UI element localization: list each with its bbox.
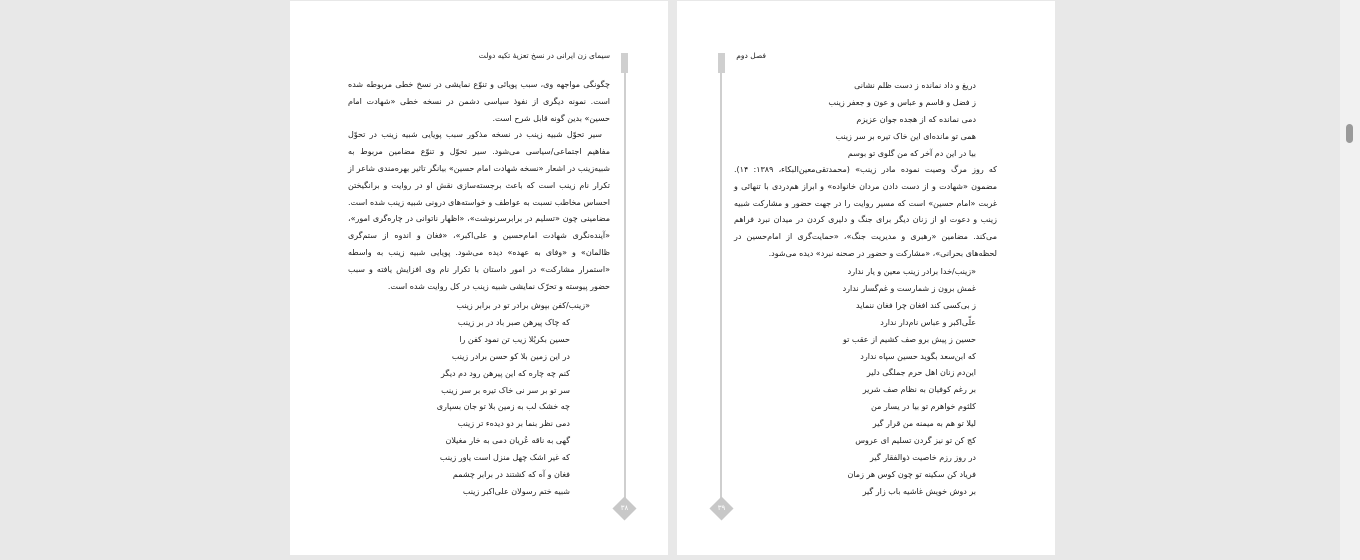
verse-line: همی تو مانده‌ای این خاک تیره بر سر زینب xyxy=(835,131,976,141)
running-head: فصل دوم xyxy=(736,51,766,60)
verse-line: دمی نمانده که از هجده جوان عزیزم xyxy=(856,114,976,124)
verse-line: این‌دم زنان اهل حرم جملگی دلیر xyxy=(866,368,976,378)
verse-block xyxy=(437,298,590,501)
body-text xyxy=(348,77,610,295)
verse-line: علّی‌اکبر و عباس نام‌دار ندارد xyxy=(880,317,976,327)
verse-line: بیا در این دم آخر که من گلوی تو بوسم xyxy=(847,148,976,158)
page-number-badge xyxy=(612,496,636,520)
verse-line: چه خشک لب به زمین بلا تو جان بسپاری xyxy=(436,402,570,412)
verse-line: کلثوم خواهرم تو بیا در یسار من xyxy=(870,402,976,412)
verse-line: فریاد کن سکینه تو چون کوس هر زمان xyxy=(847,469,976,479)
verse-line: در روز رزم خاصیت ذوالفقار گیر xyxy=(870,452,976,462)
running-head: سیمای زن ایرانی در نسخ تعزیهٔ تکیه دولت xyxy=(478,51,610,60)
paragraph: که روز مرگ وصیت نموده مادر زینب» (محمدتقی‌معین‌البکاء، ۱۳۸۹: ۱۴). مضمون «شهادت و از دست دادن مردان خانواده» و ابراز هم‌دردی با تنهائی و غربت «امام حسین» است که مسیر روایت را در جهت حضور و مشارکت شبیه زینب و دعوت او از زنان دیگر برای جنگ و دلیری کردن در میدان نبرد فراهم می‌کند. مضامین «رهبری و مدیریت جنگ»، «حمایت‌گری از امام‌حسین در لحظه‌های بحرانی»، «مشارکت و حضور در صحنه نبرد» دیده می‌شود. xyxy=(734,165,997,258)
page-number-badge xyxy=(709,496,733,520)
body-text xyxy=(734,162,997,263)
verse-line: در این زمین بلا کو حسن برادر زینب xyxy=(451,351,570,361)
verse-line: گهی به ناقه عُریان دمی به خار مغیلان xyxy=(445,436,570,446)
verse-line: غمش برون ز شمارست و غم‌گسار ندارد xyxy=(842,283,976,293)
verse-line: ز فضل و قاسم و عباس و عون و جعفر زینب xyxy=(828,97,976,107)
verse-line: «زینب/کفن بپوش برادر تو در برابر زینب xyxy=(456,301,590,310)
verse-line: کنم چه چاره که این پیرهن رود دم دیگر xyxy=(441,368,570,378)
verse-line: ز بی‌کسی کند افغان چرا فغان ننماید xyxy=(856,300,976,310)
verse-line: دریغ و داد نمانده ز دست ظلم نشانی xyxy=(854,81,976,90)
vertical-scrollbar[interactable] xyxy=(1340,0,1360,560)
verse-line: که غیر اشک چهل منزل است یاور زینب xyxy=(439,453,570,463)
verse-line: دمی نظر بنما بر دو دیده‌ء تر زینب xyxy=(457,419,570,429)
paragraph: سیر تحوّل شبیه زینب در نسخه مذکور سبب پویایی شبیه زینب در تحوّل مفاهیم اجتماعی/سیاسی می‌شود. سیر تحوّل و تنوّع مضامین مربوط به شبیه‌زینب در اشعار «نسخه شهادت امام حسین» بیانگر تاثیر بهره‌مندی شاعر از تکرار نام زینب است که باعث برجسته‌سازی نقش او در روایت و برانگیختن احساس مخاطب نسبت به عواطف و خواسته‌های درونی شبیه زینب شده است. مضامینی چون «تسلیم در برابرسرنوشت»، «اظهار ناتوانی در چاره‌گری امور»، «آینده‌نگری شهادت امام‌حسین و علی‌اکبر»، «فغان و اندوه از ستم‌گری ظالمان» و «وفای به عهده» دیده می‌شود. پویایی شبیه زینب به واسطه «استمرار مشارکت» در امور داستان با تکرار نام وی افزایش یافته و سبب حضور پیوسته و تحرّک نمایشی شبیه زینب در کل روایت شده است. xyxy=(348,130,610,291)
verse-line: بر دوش خویش غاشیه باب زار گیر xyxy=(862,486,976,496)
margin-rule xyxy=(624,61,626,501)
verse-line: حسین ز پیش برو صف کشیم از عقب تو xyxy=(842,334,976,344)
verse-block-top xyxy=(828,78,976,163)
page-number: ۳۸ xyxy=(620,504,629,512)
page-39 xyxy=(677,1,1055,555)
page-number: ۳۹ xyxy=(717,504,726,512)
verse-line: «زینب/خدا برادر زینب معین و یار ندارد xyxy=(847,267,976,276)
verse-line: سر تو بر سر نی خاک تیره بر سر زینب xyxy=(441,385,570,395)
paragraph: چگونگی مواجهه وی، سبب پویائی و تنوّع نمایشی در نسخ خطی مربوطه شده است. نمونه دیگری از نفوذ سیاسی دشمن در نسخه خطی «شهادت امام حسین» بدین گونه قابل شرح است. xyxy=(348,80,610,123)
verse-block-bottom xyxy=(843,264,976,501)
page-38 xyxy=(290,1,668,555)
verse-line: حسین بکربُلا زیب تن نمود کفن را xyxy=(459,334,570,344)
verse-line: کج کن تو نیز گردن تسلیم ای عروس xyxy=(855,436,976,446)
verse-line: لیلا تو هم به میمنه من قرار گیر xyxy=(872,419,976,429)
verse-line: فغان و آه که کشتند در برابر چشمم xyxy=(452,470,570,480)
margin-rule xyxy=(720,61,722,501)
verse-line: که چاک پیرهن صبر باد در بر زینب xyxy=(457,317,570,327)
verse-line: که ابن‌سعد بگوید حسین سپاه ندارد xyxy=(860,351,976,361)
verse-line: شبیه ختم رسولان علی‌اکبر زینب xyxy=(462,486,570,496)
scrollbar-thumb[interactable] xyxy=(1346,124,1353,143)
verse-line: بر رغم کوفیان به نظام صف شریر xyxy=(862,385,976,395)
